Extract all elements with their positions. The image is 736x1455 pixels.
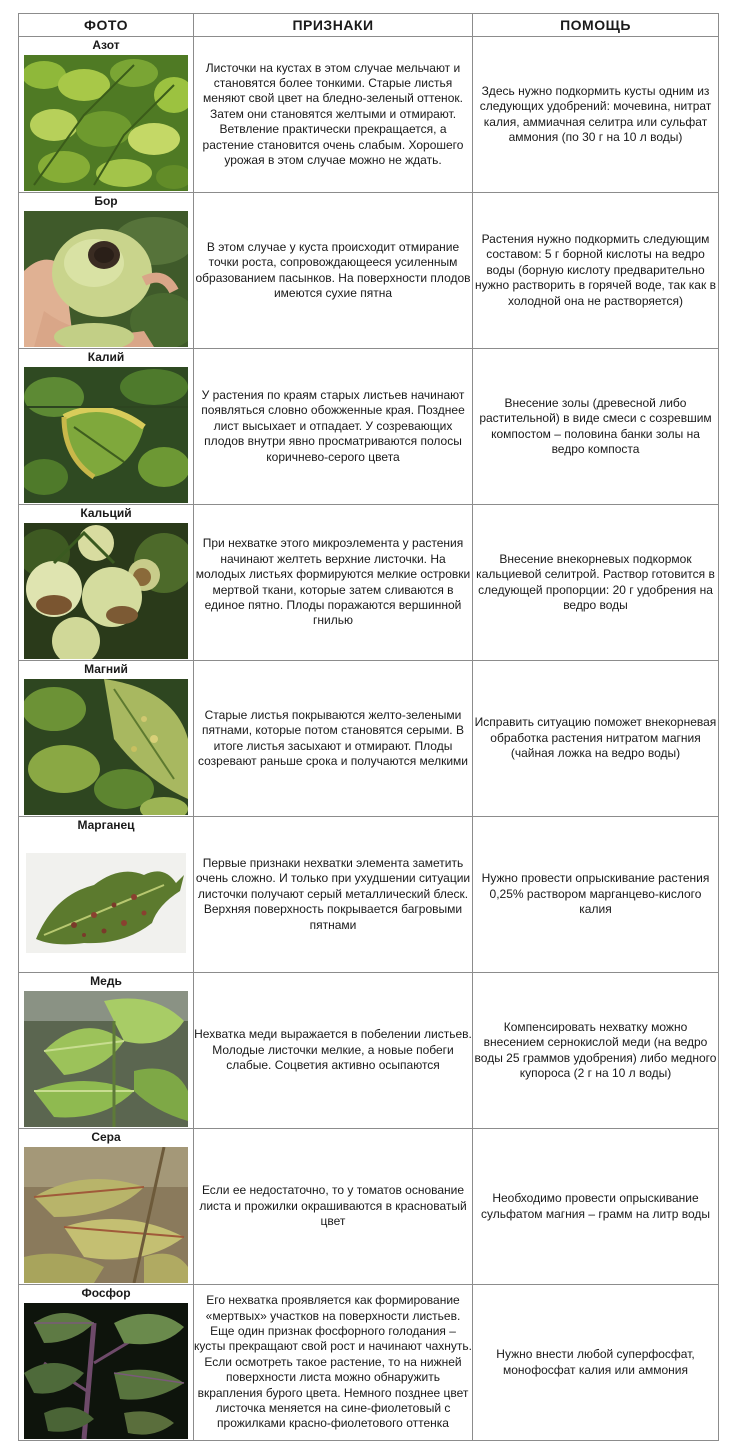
help-cell — [473, 37, 719, 193]
help-cell — [473, 505, 719, 661]
table-row — [19, 505, 719, 661]
photo-cell — [19, 37, 194, 193]
element-name: Калий — [87, 350, 125, 364]
table-row — [19, 193, 719, 349]
signs-cell — [194, 349, 473, 505]
signs-text: Его нехватка проявляется как формирование «мертвых» участков на поверхности листьев. Еще один признак фосфорного голодания – кусты прекращают свой рост и начинают чахнуть. Если осмотреть такое растение, то на нижней поверхности листа можно обнаружить вкрапления бурого цвета. Немного позднее цвет листочка меняется на сине-фиолетовый с прожилками красно-фиолетового оттенка — [194, 1293, 472, 1431]
element-name: Фосфор — [81, 1286, 131, 1300]
help-cell — [473, 1129, 719, 1285]
photo-cell — [19, 505, 194, 661]
signs-cell — [194, 817, 473, 973]
plant-photo — [24, 679, 188, 815]
table-row — [19, 661, 719, 817]
help-cell — [473, 661, 719, 817]
signs-cell — [194, 193, 473, 349]
help-text: Внесение внекорневых подкормок кальциевой селитрой. Раствор готовится в следующей пропорции: 20 г удобрения на ведро воды — [476, 551, 715, 612]
element-name: Азот — [92, 38, 120, 52]
table-row — [19, 1285, 719, 1441]
help-cell — [473, 193, 719, 349]
element-name: Марганец — [77, 818, 135, 832]
help-text: Внесение золы (древесной либо растительной) в виде смеси с созревшим компостом – половина банки золы на ведро компоста — [479, 395, 712, 456]
help-cell — [473, 349, 719, 505]
signs-text: Старые листья покрываются желто-зелеными пятнами, которые потом становятся серыми. В итоге листья засыхают и отмирают. Плоды созревают раньше срока и получаются мелкими — [198, 707, 468, 768]
photo-cell — [19, 1285, 194, 1441]
photo-cell — [19, 661, 194, 817]
element-name: Медь — [90, 974, 122, 988]
plant-photo — [24, 1303, 188, 1439]
header-signs: ПРИЗНАКИ — [194, 14, 473, 37]
photo-cell — [19, 1129, 194, 1285]
signs-cell — [194, 661, 473, 817]
help-cell — [473, 1285, 719, 1441]
signs-cell — [194, 1129, 473, 1285]
plant-photo — [24, 211, 188, 347]
plant-photo — [24, 523, 188, 659]
help-text: Нужно внести любой суперфосфат, монофосфат калия или аммония — [496, 1347, 695, 1377]
help-text: Компенсировать нехватку можно внесением сернокислой меди (на ведро воды 25 граммов удобрения) либо медного купороса (2 г на 10 л воды) — [474, 1019, 717, 1080]
table-row — [19, 37, 719, 193]
signs-text: Если ее недостаточно, то у томатов основание листа и прожилки окрашиваются в красноватый цвет — [199, 1183, 467, 1229]
help-text: Нужно провести опрыскивание растения 0,25% раствором марганцево-кислого калия — [481, 871, 710, 917]
help-cell — [473, 973, 719, 1129]
photo-cell — [19, 817, 194, 973]
signs-cell — [194, 505, 473, 661]
help-text: Здесь нужно подкормить кусты одним из следующих удобрений: мочевина, нитрат калия, аммиачная селитра или сульфат аммония (по 30 г на 10 л воды) — [479, 83, 712, 144]
signs-text: В этом случае у куста происходит отмирание точки роста, сопровождающееся усиленным образованием пасынков. На поверхности плодов имеются сухие пятна — [195, 239, 471, 300]
element-name: Бор — [94, 194, 118, 208]
plant-photo — [24, 1147, 188, 1283]
table-row — [19, 1129, 719, 1285]
photo-cell — [19, 973, 194, 1129]
deficiency-table-sheet — [18, 13, 718, 1445]
nutrient-deficiency-table — [18, 13, 719, 1441]
signs-text: У растения по краям старых листьев начинают появляться словно обожженные края. Позднее лист высыхает и отпадает. У созревающих плодов внутри явно просматриваются полосы коричнево-серого цвета — [201, 387, 465, 464]
element-name: Кальций — [80, 506, 132, 520]
plant-photo — [24, 55, 188, 191]
signs-cell — [194, 37, 473, 193]
signs-text: При нехватке этого микроэлемента у растения начинают желтеть верхние листочки. На молодых листьях формируются мелкие островки мертвой ткани, которые затем сливаются в единое пятно. Плоды поражаются вершинной гнилью — [195, 536, 471, 628]
help-text: Необходимо провести опрыскивание сульфатом магния – грамм на литр воды — [480, 1191, 711, 1221]
signs-text: Листочки на кустах в этом случае мельчают и становятся более тонкими. Старые листья меняют свой цвет на бледно-зеленый оттенок. Затем они становятся желтыми и отмирают. Ветвление практически прекращается, а растение становится очень слабым. Хорошего урожая в этом случае можно не ждать. — [202, 60, 464, 168]
photo-cell — [19, 349, 194, 505]
help-text: Исправить ситуацию поможет внекорневая обработка растения нитратом магния (чайная ложка на ведро воды) — [474, 715, 717, 761]
plant-photo — [24, 991, 188, 1127]
plant-photo — [24, 835, 188, 971]
header-help: ПОМОЩЬ — [473, 14, 719, 37]
help-cell — [473, 817, 719, 973]
element-name: Магний — [84, 662, 128, 676]
plant-photo — [24, 367, 188, 503]
table-row — [19, 817, 719, 973]
table-row — [19, 973, 719, 1129]
photo-cell — [19, 193, 194, 349]
signs-cell — [194, 973, 473, 1129]
header-photo: ФОТО — [19, 14, 194, 37]
signs-cell — [194, 1285, 473, 1441]
table-row — [19, 349, 719, 505]
table-header-row — [19, 14, 719, 37]
element-name: Сера — [91, 1130, 121, 1144]
help-text: Растения нужно подкормить следующим составом: 5 г борной кислоты на ведро воды (борную кислоту предварительно нужно растворить в горячей воде, так как в холодной она не растворяется) — [475, 231, 716, 308]
signs-text: Нехватка меди выражается в побелении листьев. Молодые листочки мелкие, а новые побеги слабые. Соцветия активно осыпаются — [194, 1027, 472, 1073]
signs-text: Первые признаки нехватки элемента заметить очень сложно. И только при ухудшении ситуации листочки получают серый металлический блеск. Верхняя поверхность покрывается багровыми пятнами — [195, 855, 471, 932]
